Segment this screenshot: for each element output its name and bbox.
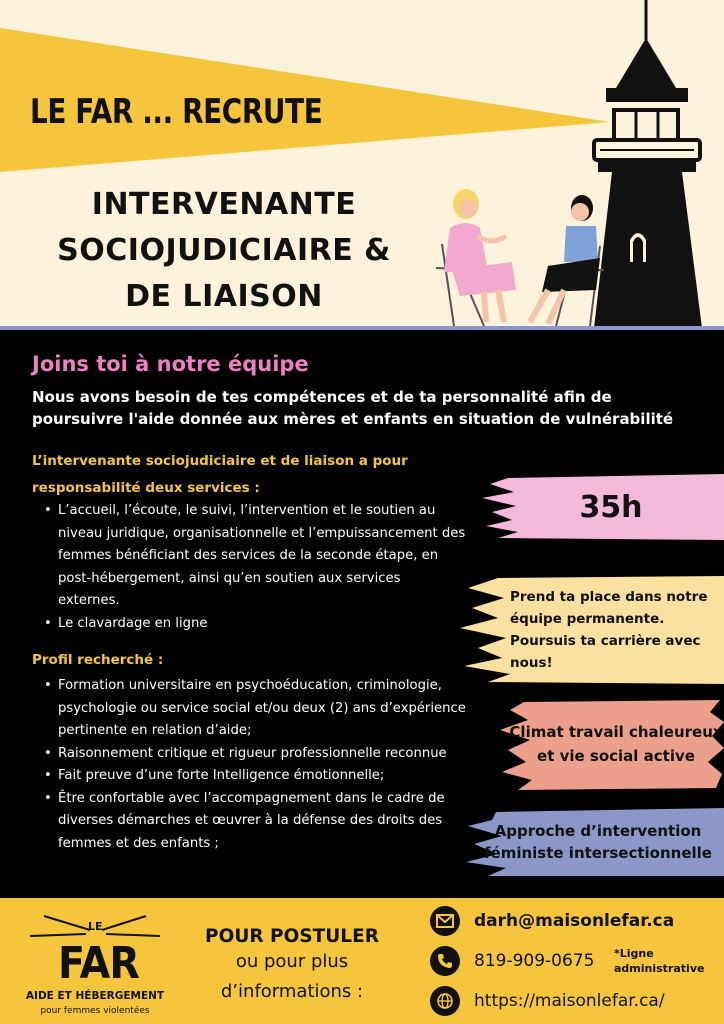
logo xyxy=(20,908,170,1020)
lighthouse-icon xyxy=(594,0,702,328)
permanent-highlight xyxy=(458,574,724,686)
website-row[interactable] xyxy=(430,986,665,1016)
job-title-line: SOCIOJUDICIAIRE & xyxy=(57,233,391,268)
logo-le: LE xyxy=(88,920,103,933)
job-title xyxy=(20,182,428,320)
email-link[interactable]: darh@maisonlefar.ca xyxy=(474,911,675,931)
phone-link[interactable]: 819-909-0675 xyxy=(474,951,595,971)
logo-subtitle: pour femmes violentées xyxy=(40,1006,150,1016)
logo-tagline: AIDE ET HÉBERGEMENT xyxy=(25,990,165,1002)
profile-heading: Profil recherché : xyxy=(32,652,164,668)
intro-text: Nous avons besoin de tes compétences et de ta personnalité afin de poursuivre l'aide donnée aux mères et enfants en situation de vulnérabilité xyxy=(32,388,674,428)
hours-highlight xyxy=(478,470,724,544)
responsibilities-list xyxy=(36,500,466,635)
globe-icon xyxy=(430,986,460,1016)
climate-highlight xyxy=(498,696,724,792)
list-item: • Fait preuve d’une forte Intelligence émotionnelle; xyxy=(36,765,466,788)
logo-far: FAR xyxy=(58,938,139,989)
header-section xyxy=(0,0,724,328)
apply-block xyxy=(190,926,394,1007)
approach-highlight xyxy=(462,806,724,878)
list-item: • Le clavardage en ligne xyxy=(36,613,466,636)
apply-line: ou pour plus xyxy=(235,951,349,972)
job-title-line: INTERVENANTE xyxy=(91,187,357,222)
list-item: • Formation universitaire en psychoéducation, criminologie, psychologie ou service social et/ou deux (2) ans d’expérience pertinente en relation d’aide; xyxy=(36,675,466,743)
list-item: • L’accueil, l’écoute, le suivi, l’intervention et le soutien au niveau juridique, organisationnelle et l’empuissancement des femmes bénéficiant des services de la seconde étape, en post-hébergement, ainsi qu’en soutien aux services externes. xyxy=(36,500,466,613)
illustration xyxy=(430,0,724,328)
phone-note xyxy=(614,946,714,976)
list-item: • Raisonnement critique et rigueur professionnelle reconnue xyxy=(36,743,466,766)
phone-note-text: *Ligne administrative xyxy=(614,947,705,975)
website-link[interactable]: https://maisonlefar.ca/ xyxy=(474,991,665,1011)
email-icon xyxy=(430,906,460,936)
permanent-text: Prend ta place dans notre équipe permanente. Poursuis ta carrière avec nous! xyxy=(510,589,708,671)
apply-line: d’informations : xyxy=(220,981,364,1002)
list-item: • Être confortable avec l’accompagnement dans le cadre de diverses démarches et œuvrer à la défense des droits des femmes et des enfants ; xyxy=(36,788,466,856)
phone-row[interactable] xyxy=(430,946,594,976)
footer-section xyxy=(0,898,724,1024)
responsibilities-heading: L’intervenante sociojudiciaire et de liaison a pour responsabilité deux services : xyxy=(32,453,408,496)
job-title-line: DE LIAISON xyxy=(125,279,323,314)
woman-blue xyxy=(530,195,604,326)
hours-text: 35h xyxy=(579,489,643,525)
headline: LE FAR ... RECRUTE xyxy=(30,92,323,132)
email-row[interactable] xyxy=(430,906,674,936)
join-title: Joins toi à notre équipe xyxy=(32,352,309,376)
climate-text: Climat travail chaleureux et vie social active xyxy=(509,723,723,765)
woman-pink xyxy=(436,189,516,326)
apply-title: POUR POSTULER xyxy=(205,926,379,947)
phone-icon xyxy=(430,946,460,976)
profile-list xyxy=(36,675,466,855)
content-section xyxy=(0,330,724,898)
approach-text: Approche d’intervention féministe intersectionnelle xyxy=(484,822,712,862)
